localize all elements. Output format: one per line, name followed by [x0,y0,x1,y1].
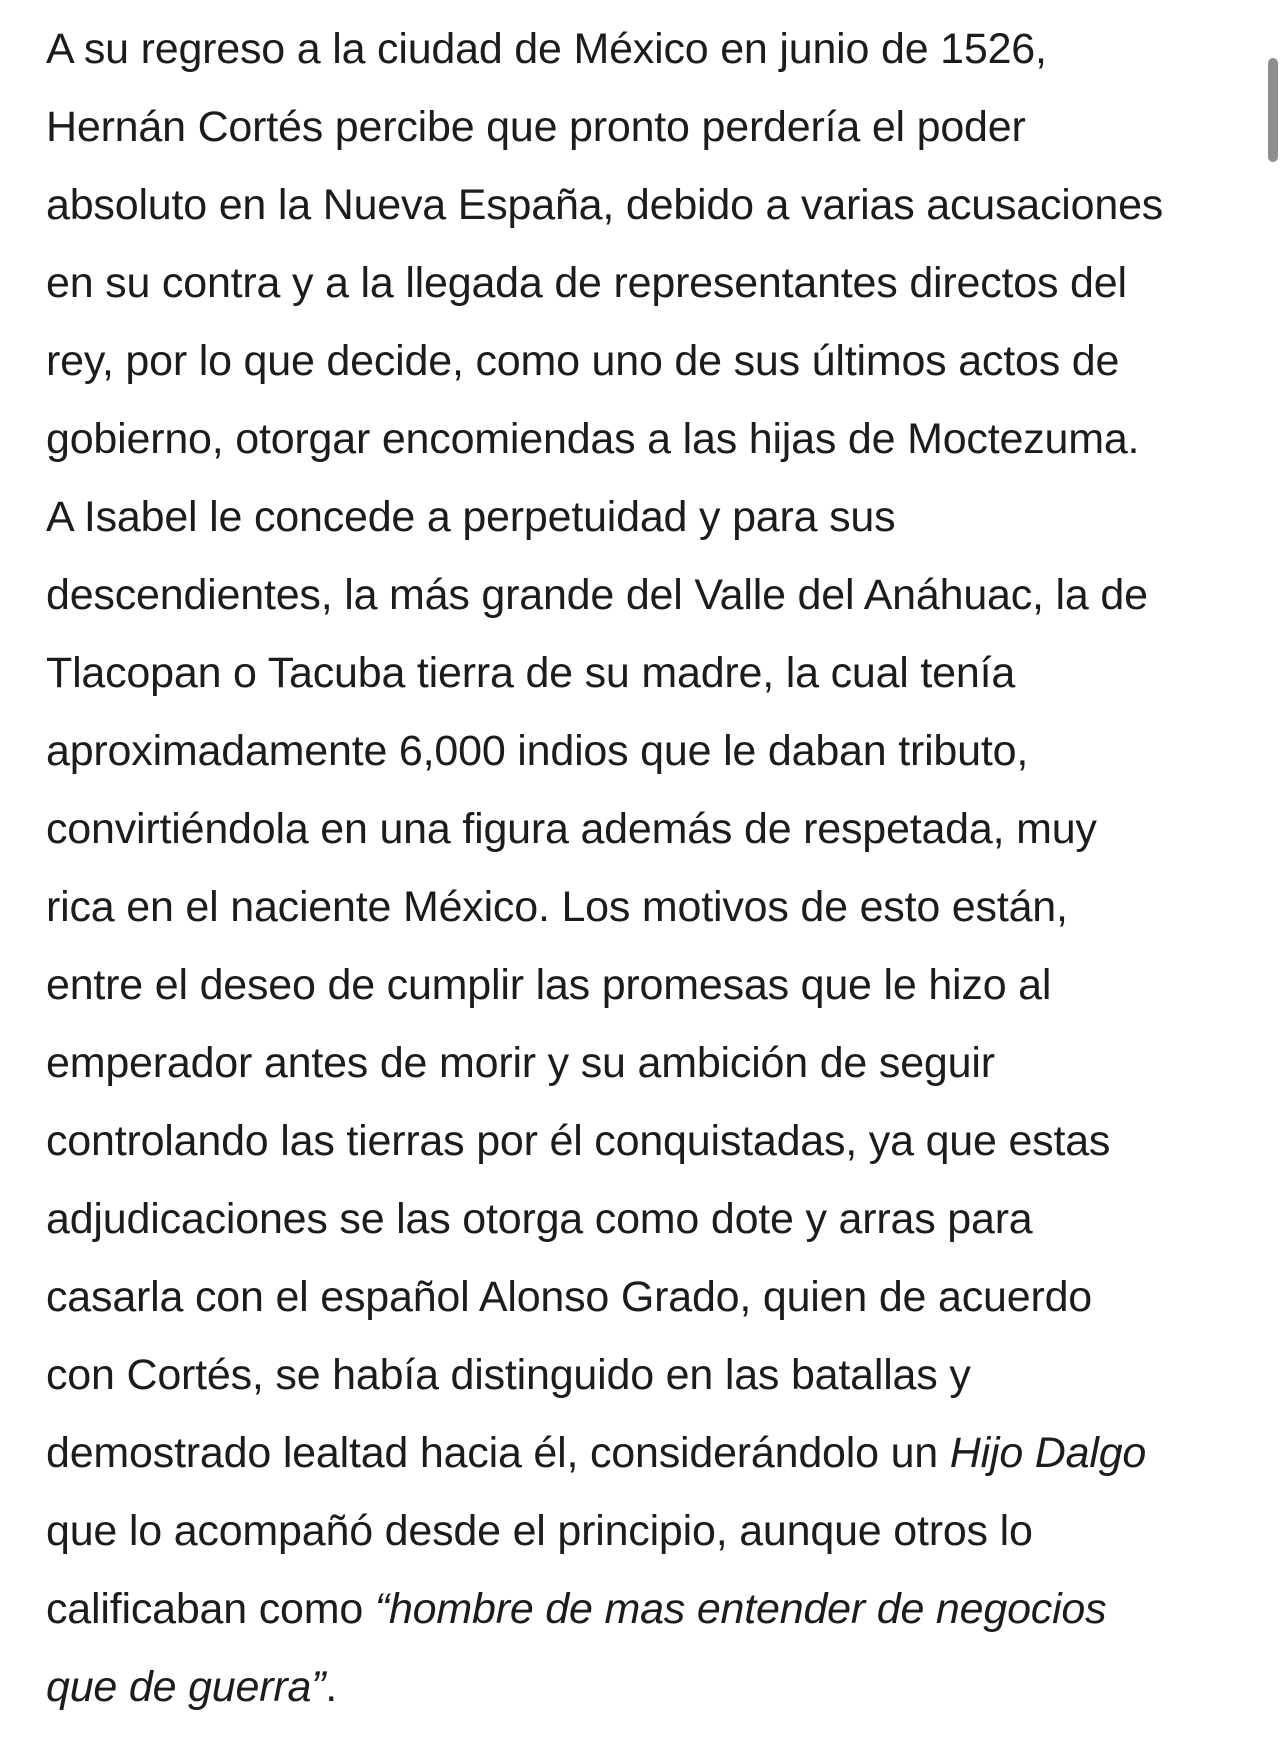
text-line: descendientes, la más grande del Valle del Anáhuac, la de [46,571,1148,619]
article-paragraph [46,10,1256,1726]
text-line: gobierno, otorgar encomiendas a las hijas de Moctezuma. [46,415,1140,463]
italic-term: Hijo Dalgo [949,1429,1147,1477]
text-line: absoluto en la Nueva España, debido a varias acusaciones [46,181,1164,229]
scrollbar-thumb[interactable] [1268,58,1278,162]
text-line: Tlacopan o Tacuba tierra de su madre, la cual tenía [46,649,1016,697]
text-line: rey, por lo que decide, como uno de sus últimos actos de [46,337,1120,385]
text-line [46,1570,1256,1648]
text-line: controlando las tierras por él conquistadas, ya que estas [46,1117,1111,1165]
text-line: emperador antes de morir y su ambición de seguir [46,1039,995,1087]
text-line: con Cortés, se había distinguido en las batallas y [46,1351,971,1399]
text-line: A su regreso a la ciudad de México en junio de 1526, [46,25,1047,73]
text-line: Hernán Cortés percibe que pronto perdería el poder [46,103,1026,151]
scrollbar[interactable] [1254,0,1284,1756]
text-run: calificaban como [46,1585,375,1633]
text-line [46,1648,1256,1726]
text-line: casarla con el español Alonso Grado, quien de acuerdo [46,1273,1093,1321]
text-line: aproximadamente 6,000 indios que le daban tributo, [46,727,1029,775]
text-line: entre el deseo de cumplir las promesas que le hizo al [46,961,1052,1009]
text-line: A Isabel le concede a perpetuidad y para sus [46,493,896,541]
text-line: adjudicaciones se las otorga como dote y arras para [46,1195,1033,1243]
text-line: que lo acompañó desde el principio, aunque otros lo [46,1507,1033,1555]
text-line [46,1414,1256,1492]
italic-quote: “hombre de mas entender de negocios [374,1585,1107,1633]
text-run: demostrado lealtad hacia él, considerándolo un [46,1429,950,1477]
italic-quote: que de guerra” [46,1663,326,1711]
text-run: . [325,1663,338,1711]
text-line: convirtiéndola en una figura además de respetada, muy [46,805,1097,853]
text-line: rica en el naciente México. Los motivos de esto están, [46,883,1068,931]
text-line: en su contra y a la llegada de representantes directos del [46,259,1127,307]
